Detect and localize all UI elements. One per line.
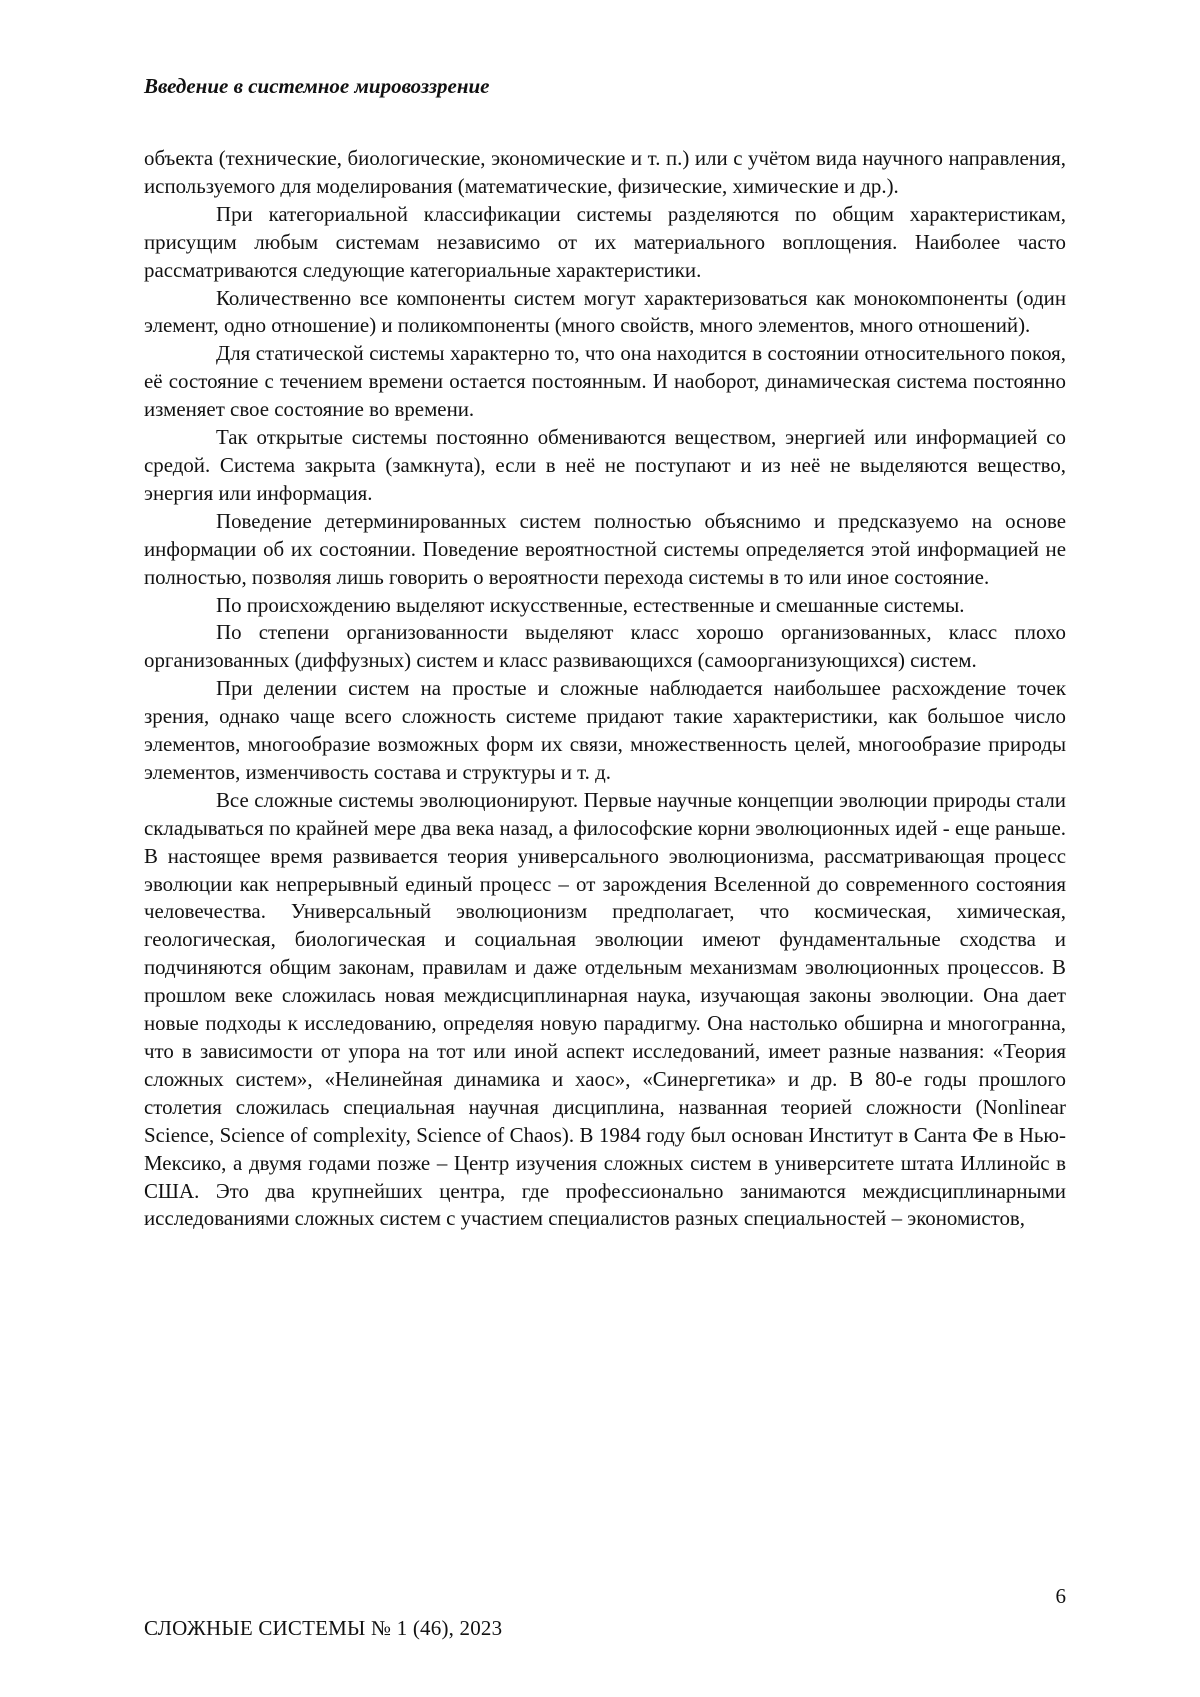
paragraph: Количественно все компоненты систем могут характеризоваться как монокомпоненты (один элемент, одно отношение) и поликомпоненты (много свойств, много элементов, много отношений). xyxy=(144,285,1066,341)
paragraph: Все сложные системы эволюционируют. Первые научные концепции эволюции природы стали складываться по крайней мере два века назад, а философские корни эволюционных идей - еще раньше. В настоящее время развивается теория универсального эволюционизма, рассматривающая процесс эволюции как непрерывный единый процесс – от зарождения Вселенной до современного состояния человечества. Универсальный эволюционизм предполагает, что космическая, химическая, геологическая, биологическая и социальная эволюции имеют фундаментальные сходства и подчиняются общим законам, правилам и даже отдельным механизмам эволюционных процессов. В прошлом веке сложилась новая междисциплинарная наука, изучающая законы эволюции. Она дает новые подходы к исследованию, определяя новую парадигму. Она настолько обширна и многогранна, что в зависимости от упора на тот или иной аспект исследований, имеет разные названия: «Теория сложных систем», «Нелинейная динамика и хаос», «Синергетика» и др. В 80-е годы прошлого столетия сложилась специальная научная дисциплина, названная теорией сложности (Nonlinear Science, Science of complexity, Science of Chaos). В 1984 году был основан Институт в Санта Фе в Нью-Мексико, а двумя годами позже – Центр изучения сложных систем в университете штата Иллинойс в США. Это два крупнейших центра, где профессионально занимаются междисциплинарными исследованиями сложных систем с участием специалистов разных специальностей – экономистов, xyxy=(144,787,1066,1234)
paragraph: При делении систем на простые и сложные наблюдается наибольшее расхождение точек зрения, однако чаще всего сложность системе придают такие характеристики, как большое число элементов, многообразие возможных форм их связи, множественность целей, многообразие природы элементов, изменчивость состава и структуры и т. д. xyxy=(144,675,1066,787)
paragraph: По происхождению выделяют искусственные, естественные и смешанные системы. xyxy=(144,592,1066,620)
article-body xyxy=(144,145,1066,1233)
journal-footer: СЛОЖНЫЕ СИСТЕМЫ № 1 (46), 2023 xyxy=(144,1616,502,1641)
paragraph: Поведение детерминированных систем полностью объяснимо и предсказуемо на основе информации об их состоянии. Поведение вероятностной системы определяется этой информацией не полностью, позволяя лишь говорить о вероятности перехода системы в то или иное состояние. xyxy=(144,508,1066,592)
paragraph: Для статической системы характерно то, что она находится в состоянии относительного покоя, её состояние с течением времени остается постоянным. И наоборот, динамическая система постоянно изменяет свое состояние во времени. xyxy=(144,340,1066,424)
paragraph: По степени организованности выделяют класс хорошо организованных, класс плохо организованных (диффузных) систем и класс развивающихся (самоорганизующихся) систем. xyxy=(144,619,1066,675)
running-title: Введение в системное мировоззрение xyxy=(144,74,490,99)
paragraph: Так открытые системы постоянно обмениваются веществом, энергией или информацией со средой. Система закрыта (замкнута), если в неё не поступают и из неё не выделяются вещество, энергия или информация. xyxy=(144,424,1066,508)
paragraph: При категориальной классификации системы разделяются по общим характеристикам, присущим любым системам независимо от их материального воплощения. Наиболее часто рассматриваются следующие категориальные характеристики. xyxy=(144,201,1066,285)
page-number: 6 xyxy=(1056,1584,1067,1609)
paragraph: объекта (технические, биологические, экономические и т. п.) или с учётом вида научного направления, используемого для моделирования (математические, физические, химические и др.). xyxy=(144,145,1066,201)
